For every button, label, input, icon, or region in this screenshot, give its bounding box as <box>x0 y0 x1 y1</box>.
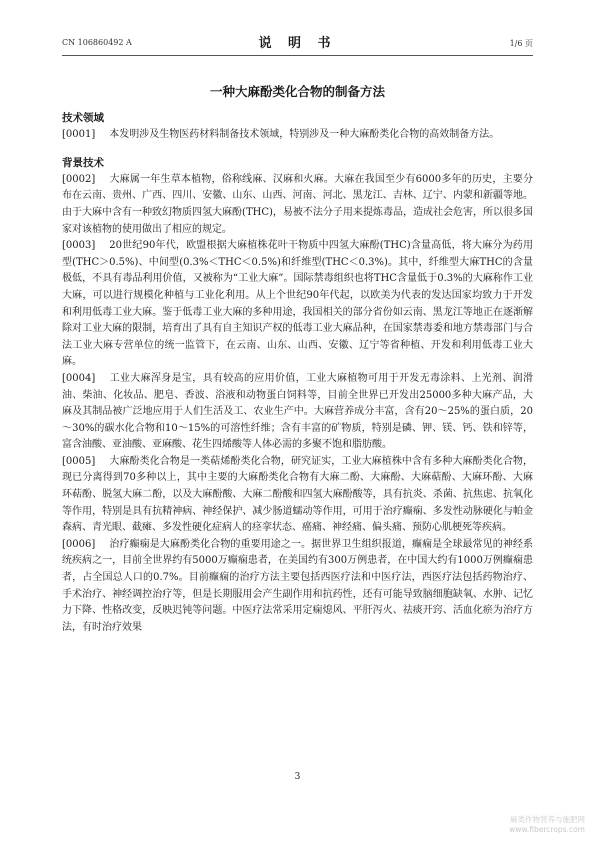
document-type: 说 明 书 <box>258 36 337 51</box>
paragraph-0003 <box>62 238 533 371</box>
paragraph-number: [0001] <box>62 128 96 140</box>
watermark <box>509 815 585 835</box>
paragraph-text: 20世纪90年代，欧盟根据大麻植株花叶干物质中四氢大麻酚(THC)含量高低，将大麻分为药用型(THC＞0.5%)、中间型(0.3%＜THC＜0.5%)和纤维型(THC＜0.3%)。其中，纤维型大麻THC的含量极低，不具有毒品利用价值，又被称为“工业大麻”。国际禁毒组织也将THC含量低于0.3%的大麻称作工业大麻，可以进行规模化种植与工业化利用。从上个世纪90年代起，以欧美为代表的发达国家均致力于开发和利用低毒工业大麻。鉴于低毒工业大麻的多种用途，我国相关的部分省份如云南、黑龙江等地正在逐渐解除对工业大麻的限制，培育出了具有自主知识产权的低毒工业大麻品种，在国家禁毒委和地方禁毒部门与合法工业大麻专营单位的统一监管下，在云南、山东、山西、安徽、辽宁等省种植、开发和利用低毒工业大麻。 <box>62 240 533 368</box>
section-heading-tech-field: 技术领域 <box>62 112 104 124</box>
page-indicator: 1/6 页 <box>509 39 533 48</box>
paragraph-0002 <box>62 172 533 238</box>
paragraph-text: 大麻属一年生草本植物，俗称线麻、汉麻和火麻。大麻在我国至少有6000多年的历史，主要分布在云南、贵州、广西、四川、安徽、山东、山西、河南、河北、黑龙江、吉林、辽宁、内蒙和新疆等地。由于大麻中含有一种致幻物质四氢大麻酚(THC)，易被不法分子用来提炼毒品，造成社会危害，所以很多国家对该植物的使用做出了相应的规定。 <box>62 173 533 235</box>
watermark-line-1: 麻类作物营养与施肥网 <box>510 815 585 824</box>
section-heading-background: 背景技术 <box>62 157 104 170</box>
paragraph-number: [0004] <box>62 372 96 384</box>
paragraph-number: [0002] <box>62 173 96 185</box>
paragraph-number: [0006] <box>62 538 96 550</box>
paragraph-0001 <box>62 127 533 144</box>
patent-number: CN 106860492 A <box>62 38 132 47</box>
paragraph-0005 <box>62 454 533 537</box>
page-number: 3 <box>294 772 301 782</box>
paragraph-0004 <box>62 371 533 454</box>
paragraph-number: [0005] <box>62 455 96 467</box>
paragraph-text: 本发明涉及生物医药材料制备技术领域，特别涉及一种大麻酚类化合物的高效制备方法。 <box>109 128 500 140</box>
paragraph-text: 治疗癫痫是大麻酚类化合物的重要用途之一。据世界卫生组织报道，癫痫是全球最常见的神经系统疾病之一，目前全世界约有5000万癫痫患者，在美国约有300万例患者，在中国大约有1000万例癫痫患者，占全国总人口的0.7%。目前癫痫的治疗方法主要包括西医疗法和中医疗法，西医疗法包括药物治疗、手术治疗、神经调控治疗等，但是长期服用会产生副作用和抗药性，还有可能导致脑细胞缺氧、水肿、记忆力下降、性格改变，反映迟钝等问题。中医疗法常采用定痫熄风、平肝泻火、祛痰开窍、活血化瘀为治疗方法，有时治疗效果 <box>62 538 533 633</box>
paragraph-text: 大麻酚类化合物是一类萜烯酚类化合物，研究证实，工业大麻植株中含有多种大麻酚类化合物，现已分离得到70多种以上，其中主要的大麻酚类化合物有大麻二酚、大麻酚、大麻萜酚、大麻环酚、大麻环萜酚、脱氢大麻二酚，以及大麻酚酸、大麻二酚酸和四氢大麻酚酸等，具有抗炎、杀菌、抗焦虑、抗氧化等作用，特别是具有抗精神病、神经保护、减少肠道蠕动等作用，可用于治疗癫痫、多发性动脉硬化与帕金森病、青光眼、截瘫、多发性硬化症病人的痉挛状态、癌痛、神经痛、偏头痛、预防心肌梗死等疾病。 <box>62 455 533 534</box>
page-header <box>62 32 533 52</box>
paragraph-0006 <box>62 537 533 637</box>
document-body <box>62 110 533 636</box>
header-rule <box>62 55 533 56</box>
paragraph-number: [0003] <box>62 240 96 252</box>
paragraph-text: 工业大麻浑身是宝，具有较高的应用价值，工业大麻植物可用于开发无毒涂料、上光剂、润滑油、柴油、化妆品、肥皂、香波、浴液和动物蛋白饲料等，目前全世界已开发出25000多种大麻产品，大麻及其制品被广泛地应用于人们生活及工、农业生产中。大麻营养成分丰富，含有20～25%的蛋白质，20～30%的碳水化合物和10～15%的可溶性纤维；含有丰富的矿物质，特别是磷、钾、镁、钙、铁和锌等，富含油酸、亚油酸、亚麻酸、花生四烯酸等人体必需的多聚不饱和脂肪酸。 <box>62 372 533 451</box>
watermark-line-2: www.fibercrops.com <box>509 825 585 834</box>
document-title: 一种大麻酚类化合物的制备方法 <box>209 84 385 99</box>
